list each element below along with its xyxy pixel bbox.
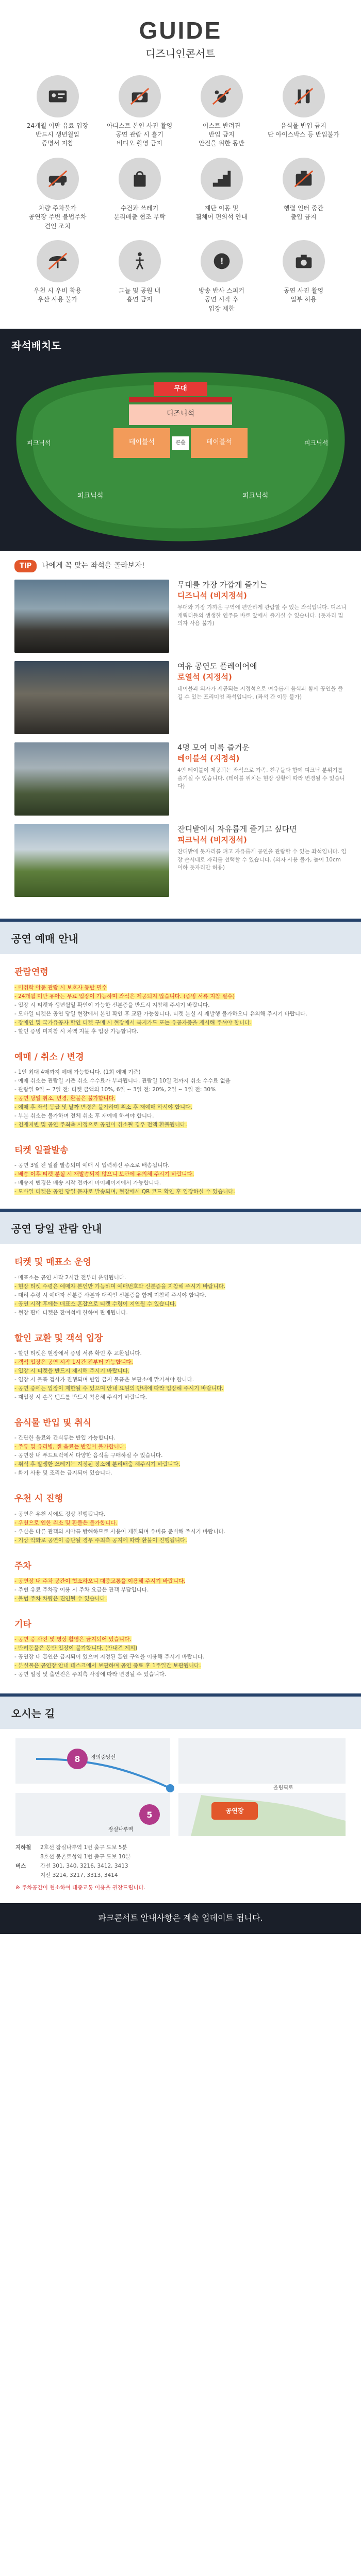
- tip-title-text: 여유 공연도 플레이어에: [177, 662, 257, 671]
- info-block: [0, 1039, 361, 1132]
- info-line-text: - 입장 시 티켓을 반드시 제시해 주시기 바랍니다.: [14, 1367, 130, 1374]
- info-line: [14, 984, 347, 992]
- info-line: [14, 1027, 347, 1036]
- info-block-title: 주차: [14, 1561, 31, 1571]
- day-info-blocks: [0, 1244, 361, 1682]
- seating-title: 좌석배치도: [11, 340, 61, 352]
- info-line-text: - 공연장 내 주차 공간이 협소하오니 대중교통을 이용해 주시기 바랍니다.: [14, 1578, 186, 1584]
- info-list: [14, 1510, 347, 1545]
- guide-section: [0, 0, 361, 329]
- info-line-text: - 미취학 아동 관람 시 보호자 동반 필수: [14, 984, 107, 991]
- info-line-text: - 공연장 내 푸드트럭에서 다양한 음식을 구매하실 수 있습니다.: [14, 1452, 163, 1459]
- guide-item-text: 24개월 이만 유료 입장 반드시 생년월일 증명서 지참: [26, 122, 89, 147]
- info-list: [14, 1434, 347, 1478]
- stairs-icon: [201, 158, 243, 200]
- info-line-text: - 대리 수령 시 예매자 신분증 사본과 대리인 신분증을 함께 지참해 주셔야 합니다.: [14, 1292, 206, 1298]
- info-line: [14, 1586, 347, 1595]
- no-food-icon: [283, 75, 325, 117]
- subway-line-1: 2호선 잠실나루역 1번 출구 도보 5분: [40, 1844, 127, 1851]
- info-line: [14, 1670, 347, 1679]
- left-lawn-label: 피크닉석: [77, 492, 104, 500]
- tip-list: [14, 580, 347, 897]
- info-list: [14, 1161, 347, 1196]
- guide-item: [103, 158, 176, 231]
- info-line-text: - 모바일 티켓은 공연 당일 문자로 발송되며, 현장에서 QR 코드 확인 후 입장하실 수 있습니다.: [14, 1189, 235, 1195]
- station-top-label: 경의중앙선: [91, 1755, 116, 1761]
- info-block-title: 음식물 반입 및 취식: [14, 1417, 92, 1428]
- left-edge-label: 피크닉석: [27, 439, 51, 447]
- info-block: [0, 1132, 361, 1199]
- info-line-text: - 공연 3일 전 일괄 발송되며 예매 시 입력하신 주소로 배송됩니다.: [14, 1162, 170, 1169]
- address-info: [15, 1843, 346, 1892]
- bus-line-2: 지선 3214, 3217, 3313, 3414: [40, 1872, 118, 1878]
- shopping-icon: [119, 158, 161, 200]
- info-line: [14, 1443, 347, 1451]
- info-line: [14, 1536, 347, 1545]
- camera-icon: [283, 240, 325, 282]
- info-line: [14, 1001, 347, 1010]
- info-line-text: - 재입장 시 손목 밴드를 반드시 착용해 주시기 바랍니다.: [14, 1394, 147, 1400]
- subway-line-2: 8호선 몽촌토성역 1번 출구 도보 10분: [40, 1854, 131, 1860]
- seating-section: [0, 329, 361, 551]
- info-line: [14, 1112, 347, 1121]
- walk-icon: [119, 240, 161, 282]
- address-note: ※ 주차공간이 협소하여 대중교통 이용을 권장드립니다.: [15, 1884, 145, 1891]
- info-line: [14, 1653, 347, 1662]
- info-line-text: - 주류 및 유리병, 캔 음료는 반입이 불가합니다.: [14, 1444, 126, 1450]
- info-line: [14, 1595, 347, 1603]
- info-line: [14, 1179, 347, 1188]
- info-line: [14, 1309, 347, 1317]
- cooler-icon: [283, 158, 325, 200]
- right-lawn-label: 피크닉석: [242, 492, 269, 500]
- info-line-text: - 분실물은 공연장 안내 데스크에서 보관하며 공연 종료 후 1주일간 보관됩니다.: [14, 1663, 201, 1669]
- info-line: [14, 1103, 347, 1112]
- guide-item: [185, 240, 258, 313]
- road-label: 올림픽로: [273, 1785, 293, 1791]
- info-line: [14, 1644, 347, 1653]
- info-line-text: - 예매 취소는 관람일 기준 취소 수수료가 부과됩니다. 관람일 10일 전까지 취소 수수료 없음: [14, 1077, 231, 1084]
- guide-item: [103, 75, 176, 148]
- umbrella-icon: [37, 240, 79, 282]
- tip-photo: [14, 742, 169, 816]
- guide-item: [21, 75, 94, 148]
- info-line-text: - 배송 이후 티켓 분실 시 재발송되지 않으니 보관에 유의해 주시기 바랍니다.: [14, 1171, 194, 1178]
- subway-label: 지하철: [15, 1844, 31, 1851]
- info-line-text: - 할인 증빙 미지참 시 차액 지불 후 입장 가능합니다.: [14, 1028, 139, 1035]
- info-line-text: - 입장 시 물품 검사가 진행되며 반입 금지 물품은 보관소에 맡기셔야 합니다.: [14, 1376, 194, 1383]
- tip-title: [177, 661, 347, 682]
- info-list: [14, 1349, 347, 1402]
- info-line: [14, 1376, 347, 1384]
- info-line-text: - 공연장 내 흡연은 금지되어 있으며 지정된 흡연 구역을 이용해 주시기 바랍니다.: [14, 1654, 205, 1660]
- directions-header: [0, 1693, 361, 1729]
- console-label: 콘솔: [175, 440, 186, 446]
- ticket-section-header: [0, 919, 361, 954]
- tip-title-text: 잔디밭에서 자유롭게 즐기고 싶다면: [177, 824, 297, 834]
- info-line: [14, 1519, 347, 1528]
- exit-5-number: 5: [146, 1810, 153, 1820]
- info-line: [14, 1384, 347, 1393]
- tip-highlight: 로열석 (지정석): [177, 672, 232, 682]
- info-line: [14, 1469, 347, 1478]
- no-photo-icon: [119, 75, 161, 117]
- exit-8-number: 8: [74, 1754, 80, 1765]
- info-line-text: - 불법 주차 차량은 견인될 수 있습니다.: [14, 1596, 107, 1602]
- guide-item: [267, 75, 340, 148]
- footer: [0, 1903, 361, 1934]
- id-card-icon: [37, 75, 79, 117]
- tip-desc: 테이블과 의자가 제공되는 지정석으로 여유롭게 음식과 함께 공연을 즐길 수 있는 프리미엄 좌석입니다. (좌석 간 이동 불가): [177, 685, 343, 700]
- venue-label: 공연장: [225, 1807, 244, 1815]
- guide-item-text: 그늘 및 공원 내 흡연 금지: [119, 286, 160, 303]
- info-line: [14, 1161, 347, 1170]
- info-line: [14, 1662, 347, 1670]
- info-line-text: - 천재지변 및 공연 주최측 사정으로 공연이 취소될 경우 전액 환불됩니다.: [14, 1121, 187, 1128]
- info-line: [14, 1170, 347, 1179]
- day-section-title: 공연 당일 관람 안내: [11, 1223, 102, 1235]
- tip-title: [177, 742, 347, 764]
- day-section-header: [0, 1209, 361, 1244]
- spacer: [0, 1682, 361, 1693]
- info-line-text: - 부분 취소는 불가하며 전체 취소 후 재예매 하셔야 합니다.: [14, 1112, 154, 1119]
- directions-section: [0, 1729, 361, 1903]
- info-block-title: 기타: [14, 1619, 31, 1630]
- info-block-title: 우천 시 진행: [14, 1494, 63, 1504]
- info-block-title: 티켓 및 매표소 운영: [14, 1257, 92, 1268]
- info-line: [14, 1460, 347, 1469]
- info-line-text: - 주변 유료 주차장 이용 시 주차 요금은 관객 부담입니다.: [14, 1587, 149, 1593]
- info-line-text: - 장애인 및 국가유공자 할인 티켓 구매 시 현장에서 복지카드 또는 유공자증을 제시해 주셔야 합니다.: [14, 1019, 252, 1026]
- guide-item-text: 이스트 반려견 반입 금지 안전을 위한 동반: [199, 122, 244, 147]
- tip-item: [14, 580, 347, 653]
- guide-item: [185, 75, 258, 148]
- seating-header: [0, 329, 361, 361]
- info-line-text: - 관람일 9일 ~ 7일 전: 티켓 금액의 10%, 6일 ~ 3일 전: 20%, 2일 ~ 1일 전: 30%: [14, 1086, 216, 1093]
- info-line: [14, 1068, 347, 1077]
- info-line: [14, 1528, 347, 1536]
- info-line: [14, 1358, 347, 1367]
- info-line-text: - 객석 입장은 공연 시작 1시간 전부터 가능합니다.: [14, 1359, 133, 1365]
- tip-badge: TIP: [14, 560, 37, 572]
- info-list: [14, 1577, 347, 1603]
- info-line-text: - 공연 중에는 입장이 제한될 수 있으며 안내 요원의 안내에 따라 입장해 주시기 바랍니다.: [14, 1385, 224, 1392]
- info-line-text: - 우산은 다른 관객의 시야를 방해하므로 사용이 제한되며 우비를 준비해 주시기 바랍니다.: [14, 1528, 225, 1535]
- info-line: [14, 1367, 347, 1376]
- guide-item-text: 계단 이동 및 휠체어 편의석 안내: [195, 204, 248, 221]
- tip-title: [177, 824, 347, 845]
- info-line-text: - 공연은 우천 시에도 정상 진행됩니다.: [14, 1511, 105, 1517]
- info-line: [14, 1077, 347, 1086]
- info-line-text: - 1인 최대 4매까지 예매 가능합니다. (1회 예매 기준): [14, 1069, 141, 1075]
- tip-title-text: 무대를 가장 가깝게 즐기는: [177, 580, 267, 590]
- info-line: [14, 1451, 347, 1460]
- tip-desc: 잔디밭에 돗자리를 펴고 자유롭게 공연을 관람할 수 있는 좌석입니다. 입장 순서대로 자리를 선택할 수 있습니다. (의자 사용 불가, 높이 10cm 이하 돗자리만 허용): [177, 848, 347, 871]
- info-line: [14, 1274, 347, 1282]
- guide-grid: [21, 75, 340, 314]
- tip-body: [177, 742, 347, 816]
- guide-item: [267, 240, 340, 313]
- info-block: [0, 1320, 361, 1405]
- tip-highlight: 디즈니석 (비지정석): [177, 590, 247, 600]
- info-line-text: - 공연 시작 후에는 매표소 혼잡으로 티켓 수령이 지연될 수 있습니다.: [14, 1300, 177, 1307]
- info-list: [14, 1635, 347, 1679]
- station-bottom-label: 잠실나루역: [108, 1827, 134, 1833]
- guide-item: [21, 158, 94, 231]
- tip-title-text: 4명 모여 미록 즐거운: [177, 743, 250, 753]
- info-line: [14, 1121, 347, 1129]
- info-line: [14, 1010, 347, 1019]
- info-list: [14, 1068, 347, 1129]
- tip-desc: 4인 테이블이 제공되는 좌석으로 가족, 친구들과 함께 피크닉 분위기를 즐기실 수 있습니다. (테이블 위치는 현장 상황에 따라 변경될 수 있습니다): [177, 767, 345, 790]
- guide-item: [267, 158, 340, 231]
- info-block: [0, 1244, 361, 1320]
- info-block-title: 할인 교환 및 객석 입장: [14, 1333, 103, 1344]
- info-line-text: - 모바일 티켓은 공연 당일 현장에서 본인 확인 후 교환 가능합니다. 티켓 분실 시 재발행 불가하오니 유의해 주시기 바랍니다.: [14, 1010, 307, 1017]
- guide-title: GUIDE: [139, 17, 222, 44]
- ticket-info-blocks: [0, 954, 361, 1199]
- info-block: [0, 1606, 361, 1682]
- info-block: [0, 1548, 361, 1606]
- right-edge-label: 피크닉석: [304, 439, 329, 447]
- guide-item: [185, 158, 258, 231]
- tip-photo: [14, 580, 169, 653]
- spacer: [0, 1199, 361, 1209]
- info-line-text: - 현장 판매 티켓은 잔여석에 한하여 판매됩니다.: [14, 1309, 128, 1316]
- left-table-label: 테이블석: [128, 438, 155, 447]
- tip-header: [14, 560, 347, 572]
- info-line: [14, 1577, 347, 1586]
- info-line-text: - 공연 일정 및 출연진은 주최측 사정에 따라 변경될 수 있습니다.: [14, 1671, 167, 1678]
- info-line: [14, 1300, 347, 1309]
- info-line: [14, 1282, 347, 1291]
- bus-label: 버스: [15, 1863, 26, 1870]
- info-line: [14, 1086, 347, 1094]
- right-table-label: 테이블석: [206, 438, 233, 447]
- footer-text: 파크콘서트 안내사항은 계속 업데이트 됩니다.: [98, 1913, 263, 1923]
- tip-item: [14, 661, 347, 734]
- info-line: [14, 1434, 347, 1443]
- info-line-text: - 예매 후 좌석 등급 및 날짜 변경은 불가하며 취소 후 재예매 하셔야 합니다.: [14, 1104, 192, 1110]
- tip-section: [0, 551, 361, 919]
- guide-item-text: 행렬 인터 중간 출입 금지: [283, 204, 324, 221]
- tip-desc: 무대와 가장 가까운 구역에 편안하게 관람할 수 있는 좌석입니다. 디즈니 캐릭터들의 생생한 연주를 바로 앞에서 즐기실 수 있습니다. (돗자리 및 의자 사용 불가): [177, 604, 347, 627]
- info-line-text: - 배송지 변경은 배송 시작 전까지 마이페이지에서 가능합니다.: [14, 1180, 161, 1187]
- parking-icon: [201, 240, 243, 282]
- ticket-section-title: 공연 예매 안내: [11, 933, 78, 945]
- tip-title: [177, 580, 347, 601]
- tip-body: [177, 580, 347, 653]
- info-block-title: 티켓 일괄발송: [14, 1145, 69, 1156]
- info-line-text: - 간단한 음료와 간식류는 반입 가능합니다.: [14, 1435, 116, 1442]
- road-horizontal: [15, 1784, 346, 1793]
- info-line-text: - 할인 티켓은 현장에서 증빙 서류 확인 후 교환됩니다.: [14, 1350, 142, 1357]
- info-line: [14, 1188, 347, 1196]
- info-block: [0, 954, 361, 1039]
- info-line: [14, 1094, 347, 1103]
- info-line-text: - 매표소는 공연 시작 2시간 전부터 운영됩니다.: [14, 1274, 126, 1281]
- info-line-text: - 화기 사용 및 조리는 금지되어 있습니다.: [14, 1470, 112, 1477]
- info-block-title: 관람연령: [14, 967, 48, 978]
- info-line-text: - 반려동물은 동반 입장이 불가합니다. (안내견 제외): [14, 1645, 138, 1652]
- info-block: [0, 1481, 361, 1548]
- tip-highlight: 테이블석 (지정석): [177, 753, 240, 763]
- info-line-text: - 취식 후 발생한 쓰레기는 지정된 장소에 분리배출 해주시기 바랍니다.: [14, 1461, 180, 1468]
- guide-item-text: 음식물 반입 금지 단 아이스박스 등 반입불가: [268, 122, 339, 138]
- info-line-text: - 입장 시 티켓과 생년월일 확인이 가능한 신분증을 반드시 지참해 주시기 바랍니다.: [14, 1002, 210, 1008]
- guide-item-text: 공연 사진 촬영 일부 허용: [283, 286, 324, 303]
- svg-text:!: !: [219, 256, 224, 267]
- info-line: [14, 1019, 347, 1027]
- guide-item-text: 수건과 쓰레기 분리배출 협조 부탁: [113, 204, 166, 221]
- guide-item-text: 아티스트 본인 사진 촬영 공연 관람 시 흘기 비디오 촬영 금지: [106, 122, 173, 147]
- tip-heading: 나에게 꼭 맞는 좌석을 골라보자!: [42, 562, 145, 570]
- guide-item-text: 차량 주차불가 공연장 주변 불법주차 견인 조치: [28, 204, 87, 230]
- tip-photo: [14, 661, 169, 734]
- tip-item: [14, 742, 347, 816]
- info-line-text: - 공연 당일 취소, 변경, 환불은 불가합니다.: [14, 1095, 116, 1101]
- info-line: [14, 1393, 347, 1402]
- directions-map: [15, 1738, 346, 1836]
- tip-item: [14, 824, 347, 897]
- tip-highlight: 피크닉석 (비지정석): [177, 835, 247, 844]
- no-pet-icon: [201, 75, 243, 117]
- seating-map: [0, 361, 361, 547]
- info-line: [14, 1510, 347, 1519]
- info-line-text: - 24개월 미만 유아는 무료 입장이 가능하며 좌석은 제공되지 않습니다. (증빙 서류 지참 필수): [14, 993, 235, 999]
- info-line: [14, 1349, 347, 1358]
- tip-photo: [14, 824, 169, 897]
- guide-subtitle: 디즈니인콘서트: [145, 47, 216, 60]
- info-list: [14, 984, 347, 1036]
- guide-item-text: 우천 시 우비 착용 우산 사용 불가: [34, 286, 81, 303]
- front-seat-label: 디즈니석: [166, 410, 195, 418]
- info-line-text: - 현장 티켓 수령은 예매자 본인만 가능하며 예매번호와 신분증을 지참해 주시기 바랍니다.: [14, 1283, 225, 1290]
- bus-line-1: 간선 301, 340, 3216, 3412, 3413: [40, 1863, 128, 1870]
- tip-body: [177, 824, 347, 897]
- info-block-title: 예매 / 취소 / 변경: [14, 1052, 84, 1062]
- guide-item-text: 방송 반사 스피커 공연 시작 후 입장 제한: [199, 286, 244, 312]
- info-line: [14, 992, 347, 1001]
- tip-body: [177, 661, 347, 734]
- info-block: [0, 1405, 361, 1481]
- info-line: [14, 1635, 347, 1644]
- info-line-text: - 우천으로 인한 취소 및 환불은 불가합니다.: [14, 1519, 118, 1526]
- info-line: [14, 1291, 347, 1300]
- directions-title: 오시는 길: [11, 1707, 55, 1720]
- guide-item: [21, 240, 94, 313]
- info-line-text: - 기상 악화로 공연이 중단될 경우 주최측 공지에 따라 환불이 진행됩니다.: [14, 1537, 187, 1544]
- info-line-text: - 공연 중 사진 및 영상 촬영은 금지되어 있습니다.: [14, 1636, 132, 1643]
- no-parking-icon: [37, 158, 79, 200]
- info-list: [14, 1274, 347, 1317]
- guide-item: [103, 240, 176, 313]
- stage-label: 무대: [174, 385, 187, 393]
